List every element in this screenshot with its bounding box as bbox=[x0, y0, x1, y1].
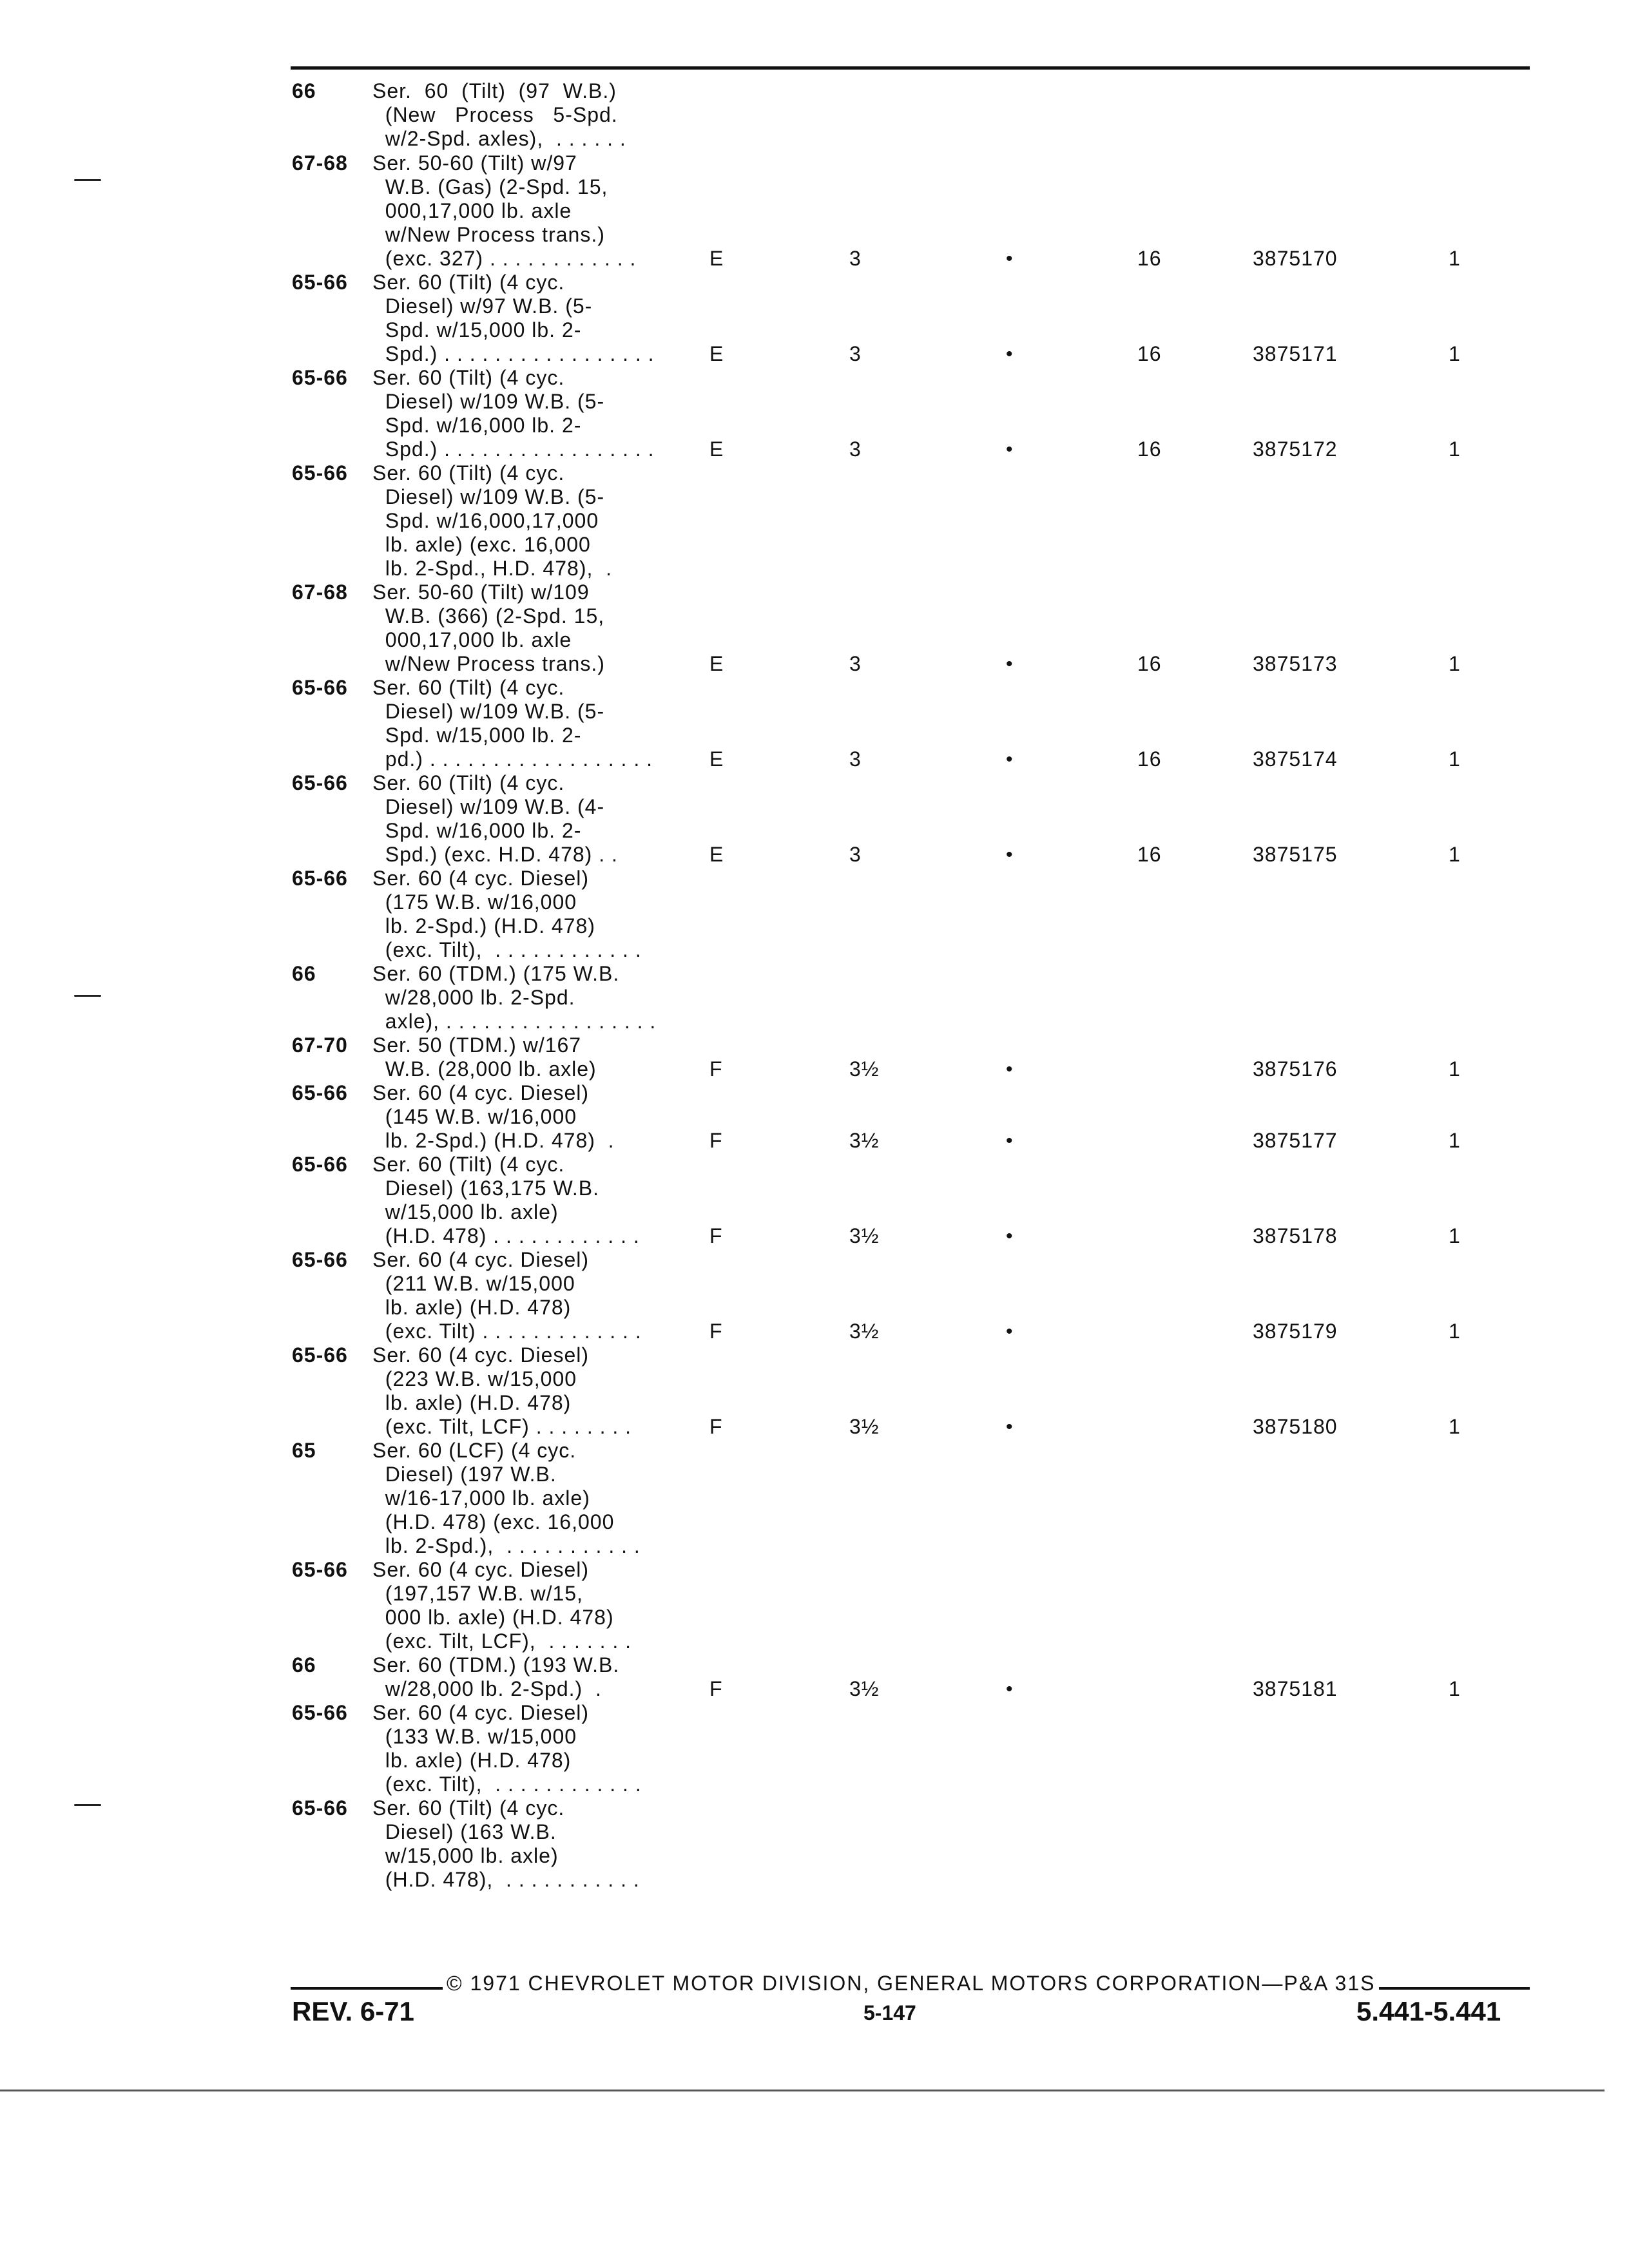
application-description: Ser. 60 (4 cyc. Diesel) (223 W.B. w/15,000 lb. axle) (H.D. 478) (exc. Tilt, LCF) . . . . . . . . bbox=[372, 1343, 632, 1438]
type-code: F bbox=[709, 1057, 723, 1081]
part-number: 3875170 bbox=[1253, 247, 1338, 270]
model-years: 65-66 bbox=[292, 1796, 348, 1820]
quantity: 1 bbox=[1449, 342, 1461, 365]
size-value: 3½ bbox=[849, 1677, 880, 1700]
note-marker: • bbox=[1006, 1059, 1014, 1080]
type-code: F bbox=[709, 1677, 723, 1700]
teeth-count: 16 bbox=[1137, 437, 1162, 461]
note-marker: • bbox=[1006, 1225, 1014, 1247]
note-marker: • bbox=[1006, 343, 1014, 365]
part-number: 3875178 bbox=[1253, 1224, 1338, 1247]
quantity: 1 bbox=[1449, 1415, 1461, 1438]
type-code: E bbox=[709, 437, 724, 461]
quantity: 1 bbox=[1449, 652, 1461, 675]
model-years: 67-68 bbox=[292, 581, 348, 604]
type-code: F bbox=[709, 1415, 723, 1438]
teeth-count: 16 bbox=[1137, 843, 1162, 866]
part-number: 3875175 bbox=[1253, 843, 1338, 866]
quantity: 1 bbox=[1449, 1677, 1461, 1700]
note-marker: • bbox=[1006, 1130, 1014, 1151]
model-years: 66 bbox=[292, 1653, 316, 1677]
model-years: 65-66 bbox=[292, 1153, 348, 1176]
note-marker: • bbox=[1006, 1416, 1014, 1437]
footer-rule-left bbox=[291, 1987, 443, 1990]
size-value: 3 bbox=[849, 652, 862, 675]
note-marker: • bbox=[1006, 439, 1014, 460]
type-code: E bbox=[709, 652, 724, 675]
quantity: 1 bbox=[1449, 1129, 1461, 1152]
application-description: Ser. 60 (Tilt) (4 cyc. Diesel) w/109 W.B. (4- Spd. w/16,000 lb. 2- Spd.) (exc. H.D. 478) . . bbox=[372, 771, 618, 866]
model-years: 65-66 bbox=[292, 1248, 348, 1271]
model-years: 65-66 bbox=[292, 461, 348, 485]
model-years: 66 bbox=[292, 79, 316, 102]
application-description: Ser. 60 (Tilt) (4 cyc. Diesel) w/109 W.B. (5- Spd. w/16,000 lb. 2- Spd.) . . . . . . . . . . . . . . . . . bbox=[372, 366, 655, 461]
part-number: 3875177 bbox=[1253, 1129, 1338, 1152]
part-number: 3875173 bbox=[1253, 652, 1338, 675]
part-number: 3875171 bbox=[1253, 342, 1338, 365]
part-number: 3875180 bbox=[1253, 1415, 1338, 1438]
note-marker: • bbox=[1006, 653, 1014, 675]
size-value: 3 bbox=[849, 843, 862, 866]
model-years: 65-66 bbox=[292, 867, 348, 890]
quantity: 1 bbox=[1449, 1057, 1461, 1081]
type-code: E bbox=[709, 247, 724, 270]
size-value: 3 bbox=[849, 747, 862, 771]
type-code: F bbox=[709, 1129, 723, 1152]
quantity: 1 bbox=[1449, 1320, 1461, 1343]
teeth-count: 16 bbox=[1137, 247, 1162, 270]
model-years: 67-68 bbox=[292, 151, 348, 175]
model-years: 65 bbox=[292, 1439, 316, 1462]
model-years: 67-70 bbox=[292, 1033, 348, 1057]
application-description: Ser. 60 (4 cyc. Diesel) (175 W.B. w/16,000 lb. 2-Spd.) (H.D. 478) (exc. Tilt), . . . . . . . . . . . . bbox=[372, 867, 642, 961]
type-code: F bbox=[709, 1224, 723, 1247]
application-description: Ser. 60 (4 cyc. Diesel) (211 W.B. w/15,000 lb. axle) (H.D. 478) (exc. Tilt) . . . . . . . . . . . . . bbox=[372, 1248, 642, 1343]
application-description: Ser. 60 (TDM.) (193 W.B. w/28,000 lb. 2-Spd.) . bbox=[372, 1653, 620, 1700]
quantity: 1 bbox=[1449, 1224, 1461, 1247]
size-value: 3 bbox=[849, 437, 862, 461]
part-number: 3875174 bbox=[1253, 747, 1338, 771]
application-description: Ser. 60 (4 cyc. Diesel) (197,157 W.B. w/15, 000 lb. axle) (H.D. 478) (exc. Tilt, LCF), . . . . . . . bbox=[372, 1558, 632, 1653]
quantity: 1 bbox=[1449, 247, 1461, 270]
application-description: Ser. 60 (LCF) (4 cyc. Diesel) (197 W.B. w/16-17,000 lb. axle) (H.D. 478) (exc. 16,000 lb. 2-Spd.), . . . . . . . . . . . bbox=[372, 1439, 641, 1557]
teeth-count: 16 bbox=[1137, 652, 1162, 675]
model-years: 65-66 bbox=[292, 771, 348, 794]
type-code: E bbox=[709, 843, 724, 866]
footer-rule-right bbox=[1379, 1987, 1530, 1990]
teeth-count: 16 bbox=[1137, 342, 1162, 365]
section-number: 5.441-5.441 bbox=[1356, 1996, 1501, 2026]
application-description: Ser. 50 (TDM.) w/167 W.B. (28,000 lb. axle) bbox=[372, 1033, 597, 1081]
size-value: 3 bbox=[849, 342, 862, 365]
part-number: 3875181 bbox=[1253, 1677, 1338, 1700]
application-description: Ser. 60 (Tilt) (4 cyc. Diesel) (163,175 W.B. w/15,000 lb. axle) (H.D. 478) . . . . . . . . . . . . bbox=[372, 1153, 640, 1247]
quantity: 1 bbox=[1449, 437, 1461, 461]
note-marker: • bbox=[1006, 1678, 1014, 1700]
application-description: Ser. 60 (4 cyc. Diesel) (133 W.B. w/15,000 lb. axle) (H.D. 478) (exc. Tilt), . . . . . . . . . . . . bbox=[372, 1701, 642, 1796]
application-description: Ser. 60 (TDM.) (175 W.B. w/28,000 lb. 2-Spd. axle), . . . . . . . . . . . . . . . . . bbox=[372, 962, 657, 1033]
application-description: Ser. 60 (4 cyc. Diesel) (145 W.B. w/16,000 lb. 2-Spd.) (H.D. 478) . bbox=[372, 1081, 615, 1152]
application-description: Ser. 50-60 (Tilt) w/97 W.B. (Gas) (2-Spd. 15, 000,17,000 lb. axle w/New Process trans.) (exc. 327) . . . . . . . . . . . . bbox=[372, 151, 637, 270]
note-marker: • bbox=[1006, 749, 1014, 770]
model-years: 66 bbox=[292, 962, 316, 985]
size-value: 3½ bbox=[849, 1129, 880, 1152]
size-value: 3 bbox=[849, 247, 862, 270]
copyright-notice: © 1971 CHEVROLET MOTOR DIVISION, GENERAL MOTORS CORPORATION—P&A 31S bbox=[447, 1972, 1376, 1995]
application-description: Ser. 60 (Tilt) (4 cyc. Diesel) w/109 W.B. (5- Spd. w/15,000 lb. 2- pd.) . . . . . . . . . . . . . . . . . . bbox=[372, 676, 653, 771]
type-code: E bbox=[709, 342, 724, 365]
note-marker: • bbox=[1006, 844, 1014, 865]
size-value: 3½ bbox=[849, 1320, 880, 1343]
model-years: 65-66 bbox=[292, 1558, 348, 1581]
model-years: 65-66 bbox=[292, 271, 348, 294]
model-years: 65-66 bbox=[292, 1343, 348, 1367]
application-description: Ser. 50-60 (Tilt) w/109 W.B. (366) (2-Spd. 15, 000,17,000 lb. axle w/New Process trans.) bbox=[372, 581, 605, 675]
page-number: 5-147 bbox=[863, 2001, 916, 2024]
note-marker: • bbox=[1006, 1321, 1014, 1342]
quantity: 1 bbox=[1449, 747, 1461, 771]
page-edge-rule bbox=[0, 2090, 1605, 2091]
teeth-count: 16 bbox=[1137, 747, 1162, 771]
model-years: 65-66 bbox=[292, 1081, 348, 1104]
application-description: Ser. 60 (Tilt) (4 cyc. Diesel) w/109 W.B. (5- Spd. w/16,000,17,000 lb. axle) (exc. 16,000 lb. 2-Spd., H.D. 478), . bbox=[372, 461, 613, 580]
revision-label: REV. 6-71 bbox=[292, 1996, 414, 2026]
model-years: 65-66 bbox=[292, 1701, 348, 1724]
size-value: 3½ bbox=[849, 1415, 880, 1438]
size-value: 3½ bbox=[849, 1224, 880, 1247]
note-marker: • bbox=[1006, 248, 1014, 269]
size-value: 3½ bbox=[849, 1057, 880, 1081]
type-code: F bbox=[709, 1320, 723, 1343]
type-code: E bbox=[709, 747, 724, 771]
part-number: 3875179 bbox=[1253, 1320, 1338, 1343]
quantity: 1 bbox=[1449, 843, 1461, 866]
model-years: 65-66 bbox=[292, 366, 348, 389]
application-description: Ser. 60 (Tilt) (4 cyc. Diesel) w/97 W.B. (5- Spd. w/15,000 lb. 2- Spd.) . . . . . . . . . . . . . . . . . bbox=[372, 271, 655, 365]
application-description: Ser. 60 (Tilt) (97 W.B.) (New Process 5-Spd. w/2-Spd. axles), . . . . . . bbox=[372, 79, 626, 150]
application-description: Ser. 60 (Tilt) (4 cyc. Diesel) (163 W.B. w/15,000 lb. axle) (H.D. 478), . . . . . . . . . . . bbox=[372, 1796, 640, 1891]
part-number: 3875176 bbox=[1253, 1057, 1338, 1081]
model-years: 65-66 bbox=[292, 676, 348, 699]
part-number: 3875172 bbox=[1253, 437, 1338, 461]
